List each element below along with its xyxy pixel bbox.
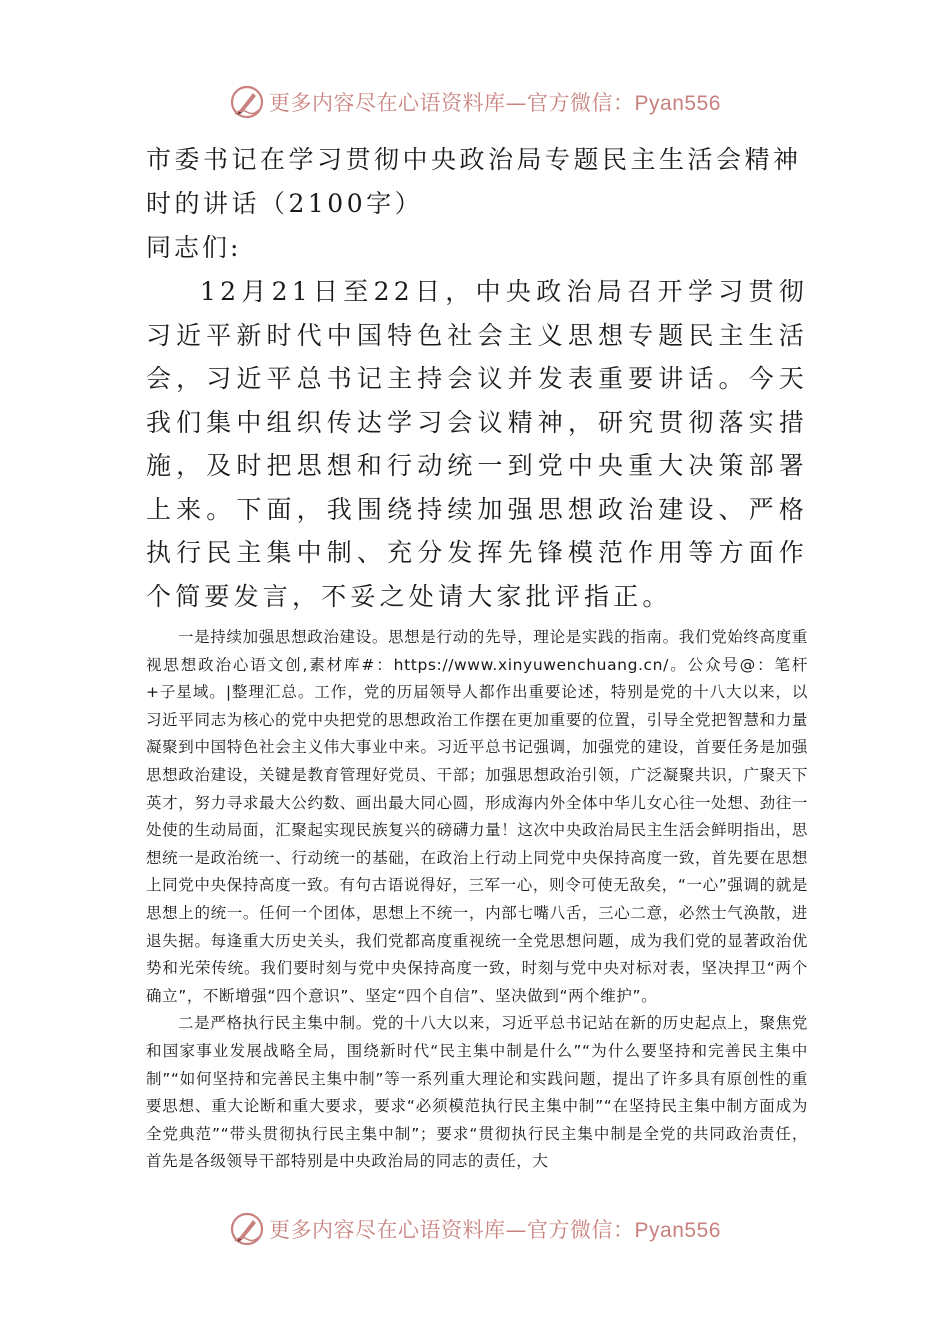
salutation: 同志们: — [146, 233, 242, 262]
pen-logo-icon — [229, 84, 265, 120]
paragraph-2: 二是严格执行民主集中制。党的十八大以来，习近平总书记站在新的历史起点上，聚焦党和国家事业发展战略全局，围绕新时代“民主集中制是什么”“为什么要坚持和完善民主集中制”“如何坚持和完善民主集中制”等一系列重大理论和实践问题，提出了许多具有原创性的重要思想、重大论断和重大要求，要求“必须模范执行民主集中制”“在坚持民主集中制方面成为全党典范”“带头贯彻执行民主集中制”；要求“贯彻执行民主集中制是全党的共同政治责任，首先是各级领导干部特别是中央政治局的同志的责任，大 — [146, 1014, 808, 1171]
document-body — [146, 138, 808, 1176]
paragraph-1: 一是持续加强思想政治建设。思想是行动的先导，理论是实践的指南。我们党始终高度重视思想政治心语文创,素材库#：https://www.xinyuwenchuang.cn/。公众号@：笔杆+子星域。|整理汇总。工作，党的历届领导人都作出重要论述，特别是党的十八大以来，以习近平同志为核心的党中央把党的思想政治工作摆在更加重要的位置，引导全党把智慧和力量凝聚到中国特色社会主义伟大事业中来。习近平总书记强调，加强党的建设，首要任务是加强思想政治建设，关键是教育管理好党员、干部；加强思想政治引领，广泛凝聚共识，广聚天下英才，努力寻求最大公约数、画出最大同心圆，形成海内外全体中华儿女心往一处想、劲往一处使的生动局面，汇聚起实现民族复兴的磅礴力量！这次中央政治局民主生活会鲜明指出，思想统一是政治统一、行动统一的基础，在政治上行动上同党中央保持高度一致，首先要在思想上同党中央保持高度一致。有句古语说得好，三军一心，则令可使无敌矣，“一心”强调的就是思想上的统一。任何一个团体，思想上不统一，内部七嘴八舌，三心二意，必然士气涣散，进退失据。每逢重大历史关头，我们党都高度重视统一全党思想问题，成为我们党的显著政治优势和光荣传统。我们要时刻与党中央保持高度一致，时刻与党中央对标对表，坚决捍卫“两个确立”，不断增强“四个意识”、坚定“四个自信”、坚决做到“两个维护”。 — [146, 628, 808, 1005]
banner-text: 更多内容尽在心语资料库—官方微信：Pyan556 — [269, 1218, 721, 1242]
footer-banner — [0, 1209, 950, 1249]
pen-logo-icon — [229, 1211, 265, 1247]
intro-paragraph: 12月21日至22日，中央政治局召开学习贯彻习近平新时代中国特色社会主义思想专题民主生活会，习近平总书记主持会议并发表重要讲话。今天我们集中组织传达学习会议精神，研究贯彻落实措施，及时把思想和行动统一到党中央重大决策部署上来。下面，我围绕持续加强思想政治建设、严格执行民主集中制、充分发挥先锋模范作用等方面作个简要发言，不妥之处请大家批评指正。 — [146, 277, 808, 611]
header-banner — [0, 82, 950, 122]
document-title: 市委书记在学习贯彻中央政治局专题民主生活会精神时的讲话（2100字） — [146, 145, 802, 218]
banner-text: 更多内容尽在心语资料库—官方微信：Pyan556 — [269, 91, 721, 115]
